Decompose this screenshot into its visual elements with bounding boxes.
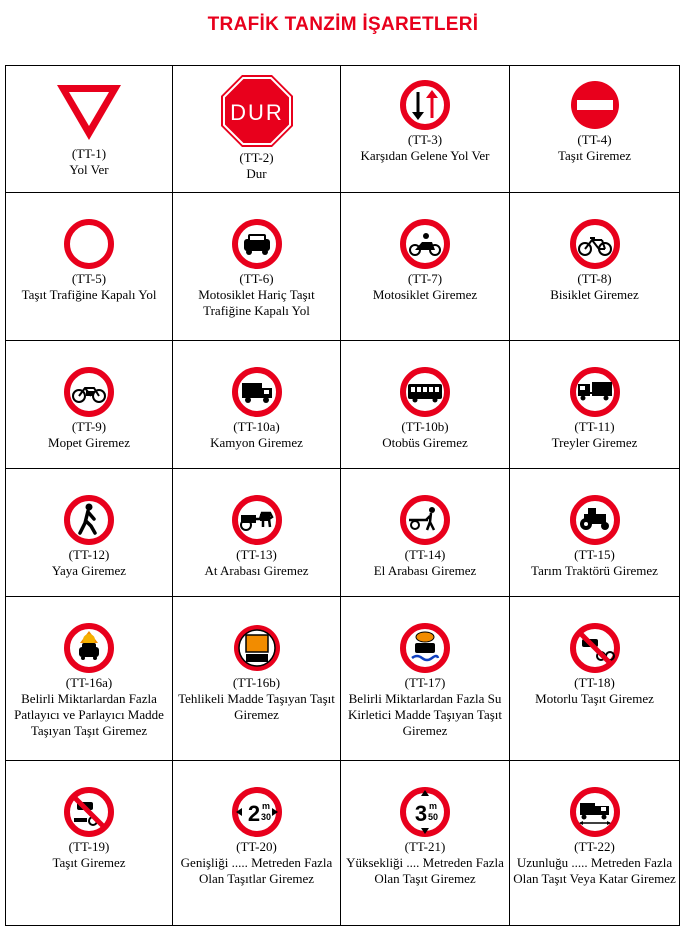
no-entry-icon: [570, 80, 620, 130]
sign-code: (TT-1): [71, 146, 107, 161]
width-limit-decimal: 30: [260, 812, 271, 822]
sign-label: Uzunluğu ..... Metreden Fazla Olan Taşıt Veya Katar Giremez: [513, 855, 676, 886]
sign-code: (TT-11): [574, 419, 615, 434]
sign-label: Yüksekliği .... Metreden Fazla Olan Taşıt Giremez: [346, 855, 504, 886]
sign-label: Mopet Giremez: [48, 435, 130, 450]
moped-icon: [64, 367, 114, 417]
sign-label: Yaya Giremez: [51, 563, 127, 578]
table-row: [6, 341, 680, 469]
page-title: TRAFİK TANZİM İŞARETLERİ: [207, 14, 479, 35]
sign-label: Motosiklet Hariç Taşıt Trafiğine Kapalı Yol: [198, 287, 315, 318]
sign-label: Belirli Miktarlardan Fazla Patlayıcı ve Parlayıcı Madde Taşıyan Taşıt Giremez: [14, 691, 164, 738]
signs-table: [5, 65, 680, 926]
sign-code: (TT-10b): [401, 419, 449, 434]
sign-label: Tehlikeli Madde Taşıyan Taşıt Giremez: [178, 691, 335, 722]
sign-code: (TT-5): [71, 271, 107, 286]
water-pollutant-icon: [400, 623, 450, 673]
table-row: [6, 469, 680, 597]
sign-code: (TT-3): [407, 132, 443, 147]
sign-label: Karşıdan Gelene Yol Ver: [360, 148, 490, 163]
sign-cell: [510, 341, 680, 469]
motor-vehicles-prohibited-icon: [570, 623, 620, 673]
sign-cell: [510, 193, 680, 341]
pedestrian-icon: [64, 495, 114, 545]
priority-oncoming-icon: [400, 80, 450, 130]
sign-cell: [6, 597, 173, 761]
sign-label: Tarım Traktörü Giremez: [531, 563, 658, 578]
width-limit-number: 2: [247, 801, 260, 826]
sign-code: (TT-6): [239, 271, 274, 286]
sign-cell: [173, 469, 341, 597]
sign-label: Kamyon Giremez: [210, 435, 303, 450]
stop-octagon-icon: [220, 74, 294, 148]
table-row: [6, 597, 680, 761]
sign-cell: [341, 469, 510, 597]
sign-label: Yol Ver: [69, 162, 109, 177]
sign-label: Motorlu Taşıt Giremez: [535, 691, 654, 706]
sign-code: (TT-16a): [65, 675, 113, 690]
sign-code: (TT-4): [577, 132, 612, 147]
sign-code: (TT-20): [236, 839, 277, 854]
sign-code: (TT-12): [68, 547, 110, 562]
horse-cart-icon: [232, 495, 282, 545]
sign-label: Treyler Giremez: [551, 435, 638, 450]
vehicles-prohibited-icon: [64, 787, 114, 837]
sign-label: Belirli Miktarlardan Fazla Su Kirletici Madde Taşıyan Taşıt Giremez: [347, 691, 503, 738]
bicycle-icon: [570, 219, 620, 269]
sign-code: (TT-2): [239, 150, 274, 165]
sign-cell: [510, 66, 680, 193]
sign-code: (TT-21): [404, 839, 446, 854]
sign-code: (TT-19): [68, 839, 110, 854]
height-limit-number: 3: [414, 801, 428, 826]
table-row: [6, 761, 680, 926]
sign-cell: [173, 761, 341, 926]
sign-cell: [6, 341, 173, 469]
sign-cell: [173, 341, 341, 469]
tractor-icon: [570, 495, 620, 545]
sign-cell: [341, 761, 510, 926]
sign-code: (TT-13): [236, 547, 277, 562]
height-limit-decimal: 50: [427, 812, 439, 822]
sign-cell: [173, 597, 341, 761]
motorcycle-icon: [400, 219, 450, 269]
sign-code: (TT-9): [71, 419, 107, 434]
length-limit-icon: [570, 787, 620, 837]
sign-label: At Arabası Giremez: [204, 563, 309, 578]
sign-cell: [341, 66, 510, 193]
sign-code: (TT-8): [577, 271, 612, 286]
sign-cell: [510, 469, 680, 597]
truck-icon: [232, 367, 282, 417]
sign-label: Otobüs Giremez: [382, 435, 468, 450]
sign-cell: [341, 597, 510, 761]
sign-cell: [6, 469, 173, 597]
sign-cell: [6, 761, 173, 926]
closed-road-icon: [64, 219, 114, 269]
sign-cell: [510, 761, 680, 926]
explosive-vehicle-icon: [64, 623, 114, 673]
sign-cell: [341, 193, 510, 341]
sign-label: Motosiklet Giremez: [372, 287, 478, 302]
table-row: [6, 66, 680, 193]
sign-label: Dur: [246, 166, 267, 181]
trailer-icon: [570, 367, 620, 417]
sign-label: Bisiklet Giremez: [550, 287, 639, 302]
sign-code: (TT-22): [574, 839, 615, 854]
table-row: [6, 193, 680, 341]
sign-code: (TT-17): [404, 675, 446, 690]
yield-triangle-icon: [54, 82, 124, 144]
car-icon: [232, 219, 282, 269]
sign-cell: [173, 193, 341, 341]
bus-icon: [400, 367, 450, 417]
sign-label: Taşıt Giremez: [52, 855, 126, 870]
width-limit-icon: [232, 787, 282, 837]
sign-code: (TT-7): [407, 271, 443, 286]
sign-code: (TT-18): [574, 675, 615, 690]
handcart-icon: [400, 495, 450, 545]
sign-label: Taşıt Giremez: [557, 148, 632, 163]
sign-label: El Arabası Giremez: [373, 563, 477, 578]
height-limit-icon: [400, 787, 450, 837]
height-limit-unit: m: [428, 801, 438, 811]
sign-code: (TT-16b): [232, 675, 281, 690]
sign-label: Taşıt Trafiğine Kapalı Yol: [21, 287, 157, 302]
width-limit-unit: m: [261, 801, 270, 811]
dangerous-goods-icon: [232, 623, 282, 673]
sign-code: (TT-14): [404, 547, 446, 562]
sign-code: (TT-10a): [233, 419, 280, 434]
sign-label: Genişliği ..... Metreden Fazla Olan Taşıtlar Giremez: [180, 855, 333, 886]
sign-cell: [341, 341, 510, 469]
sign-cell: [6, 193, 173, 341]
sign-cell: [173, 66, 341, 193]
sign-cell: [6, 66, 173, 193]
sign-code: (TT-15): [574, 547, 615, 562]
sign-cell: [510, 597, 680, 761]
stop-text: DUR: [229, 100, 284, 125]
